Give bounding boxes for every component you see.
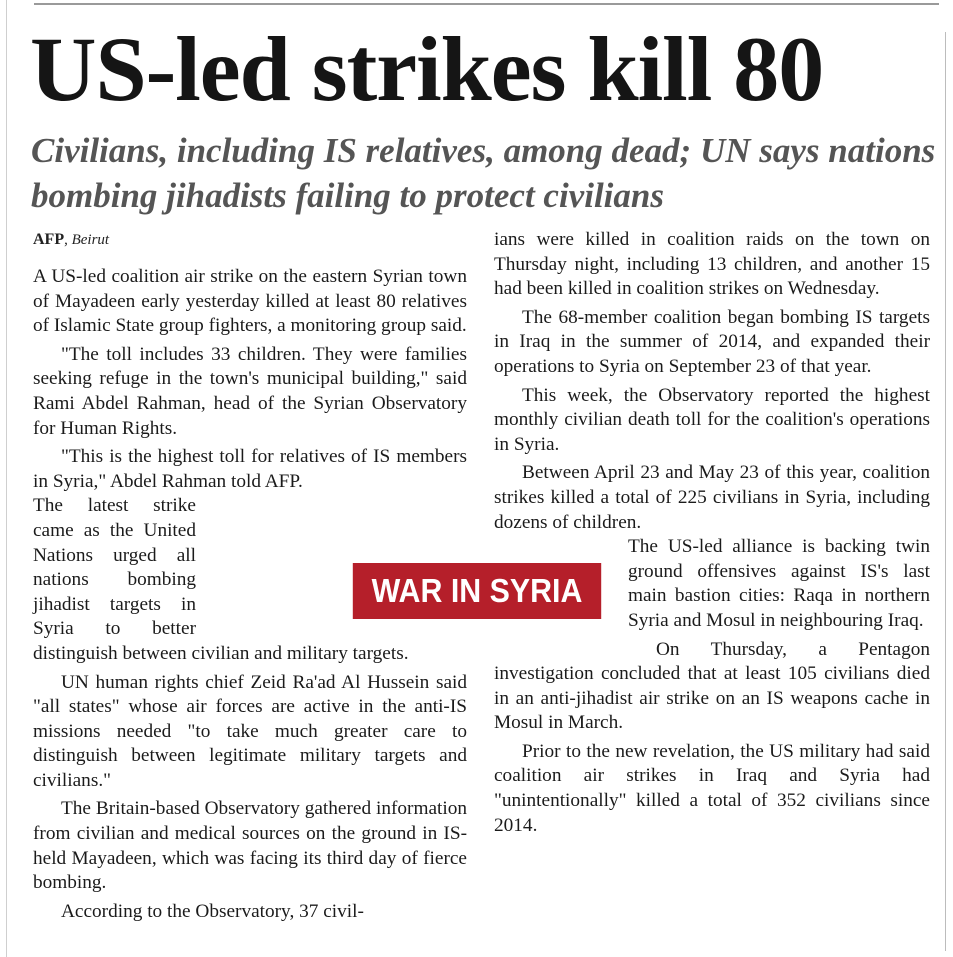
paragraph: ians were killed in coalition raids on the town on Thursday night, including 13 children, and another 15 had been killed in coalition strikes on Wednesday. [494, 229, 930, 300]
byline-place: Beirut [71, 232, 110, 248]
paragraph: "This is the highest toll for relatives of IS members in Syria," Abdel Rahman told AFP. [33, 446, 467, 492]
byline: AFP, Beirut [33, 231, 110, 248]
subheadline: Civilians, including IS relatives, among dead; UN says nations bombing jihadists failing to protect civilians [31, 131, 936, 215]
article-column-2 [494, 228, 930, 838]
paragraph: The 68-member coalition began bombing IS targets in Iraq in the summer of 2014, and expanded their operations to Syria on September 23 of that year. [494, 306, 930, 377]
column-rule [945, 32, 946, 951]
paragraph: The latest strike came as the United Nations urged all nations bombing jihadist targets in Syria to better distinguish between civilian and military targets. [33, 495, 409, 664]
paragraph: "The toll includes 33 children. They were families seeking refuge in the town's municipal building," said Rami Abdel Rahman, head of the Syrian Observatory for Human Rights. [33, 343, 467, 439]
paragraph: The Britain-based Observatory gathered information from civilian and medical sources on the ground in IS-held Mayadeen, which was facing its third day of fierce bombing. [33, 798, 467, 894]
paragraph: Between April 23 and May 23 of this year, coalition strikes killed a total of 225 civilians in Syria, including dozens of children. [494, 462, 930, 533]
page-edge-rule [6, 0, 7, 957]
section-banner: WAR IN SYRIA [353, 563, 601, 619]
paragraph: UN human rights chief Zeid Ra'ad Al Hussein said "all states" whose air forces are active in the anti-IS missions needed "to take much greater care to distinguish between legitimate military targets and civilians." [33, 671, 467, 791]
byline-agency: AFP [33, 231, 65, 248]
paragraph: The US-led alliance is backing twin ground offensives against IS's last main bastion cities: Raqa in northern Syria and Mosul in neighbouring Iraq. [628, 536, 930, 631]
paragraph: According to the Observatory, 37 civil- [61, 900, 364, 922]
paragraph: Prior to the new revelation, the US military had said coalition air strikes in Iraq and Syria had "unintentionally" killed a total of 352 civilians since 2014. [494, 740, 930, 836]
paragraph: A US-led coalition air strike on the eastern Syrian town of Mayadeen early yesterday killed at least 80 relatives of Islamic State group fighters, a monitoring group said. [33, 266, 467, 337]
paragraph: On Thursday, a Pentagon investigation concluded that at least 105 civilians died in an anti-jihadist air strike on an IS weapons cache in Mosul in March. [494, 638, 930, 734]
paragraph: This week, the Observatory reported the highest monthly civilian death toll for the coalition's operations in Syria. [494, 384, 930, 455]
headline: US-led strikes kill 80 [30, 18, 824, 120]
top-rule [34, 3, 939, 5]
